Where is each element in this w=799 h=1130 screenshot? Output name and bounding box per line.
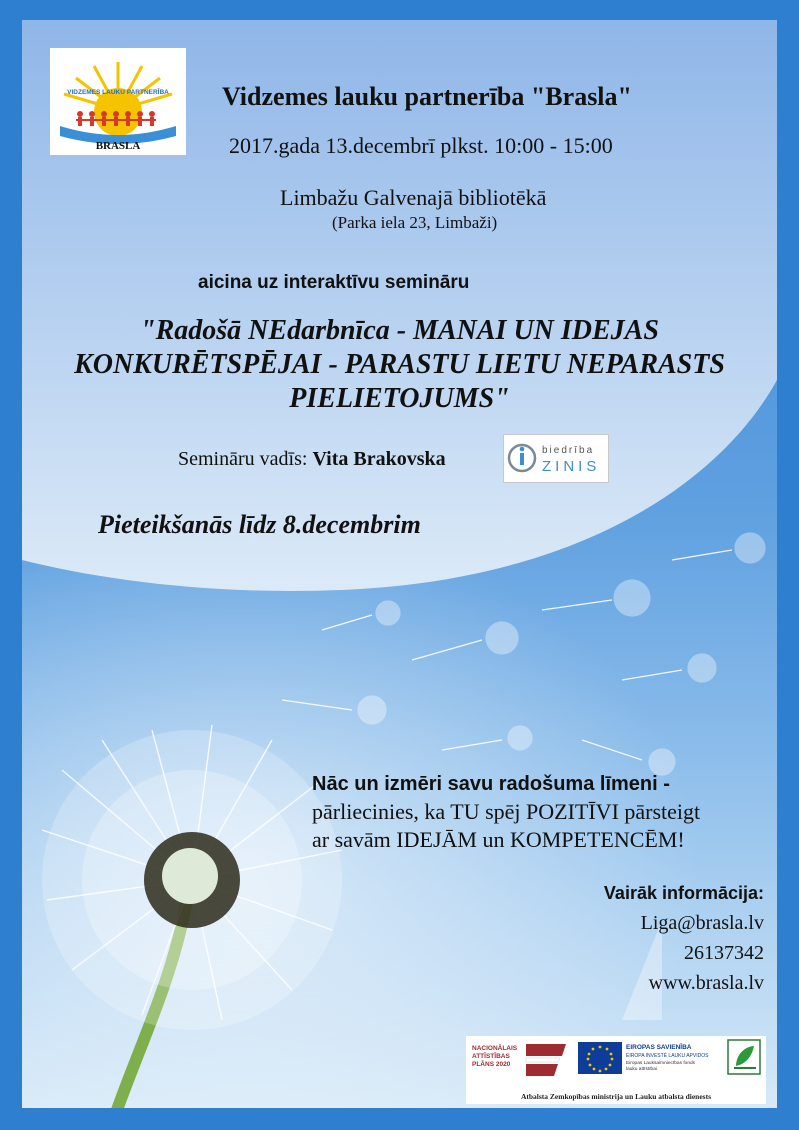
svg-text:EIROPAS SAVIENĪBA: EIROPAS SAVIENĪBA (626, 1044, 692, 1051)
zinis-logo (503, 434, 609, 483)
brasla-logo (50, 48, 186, 155)
contact-phone: 26137342 (684, 942, 764, 964)
svg-text:lauku attīstībai: lauku attīstībai (626, 1067, 657, 1072)
contact-info (604, 878, 764, 998)
svg-text:EIROPA INVESTĒ LAUKU APVIDOS: EIROPA INVESTĒ LAUKU APVIDOS (626, 1053, 709, 1059)
leader-label: Semināru vadīs: (178, 448, 308, 470)
support-text: Atbalsta Zemkopības ministrija un Lauku atbalsta dienests (520, 1092, 712, 1101)
contact-heading: Vairāk informācija: (603, 883, 764, 903)
event-venue: Limbažu Galvenajā bibliotēkā (280, 185, 547, 210)
poster (22, 20, 777, 1108)
seminar-title (22, 314, 777, 416)
svg-text:ATTĪSTĪBAS: ATTĪSTĪBAS (472, 1053, 510, 1060)
eu-flag-icon (578, 1042, 622, 1074)
cta-line-3: ar savām IDEJĀM un KOMPETENCĒM! (312, 827, 685, 852)
event-address: (Parka iela 23, Limbaži) (332, 213, 498, 232)
registration-deadline: Pieteikšanās līdz 8.decembrim (98, 510, 421, 539)
title-line: PIELIETOJUMS" (289, 383, 510, 414)
contact-email[interactable]: Liga@brasla.lv (640, 912, 764, 934)
leader-logo-icon (728, 1040, 760, 1074)
sponsor-footer (466, 1036, 766, 1104)
seminar-leader (178, 448, 446, 471)
contact-website[interactable]: www.brasla.lv (648, 972, 764, 994)
logo-name: BRASLA (95, 140, 141, 152)
zinis-bottom-text: ZINIS (542, 458, 601, 475)
organization-name: Vidzemes lauku partnerība "Brasla" (222, 82, 632, 111)
svg-text:Eiropas Lauksaimniecības fonds: Eiropas Lauksaimniecības fonds (626, 1061, 696, 1066)
logo-arc-text: VIDZEMES LAUKU PARTNERĪBA (67, 89, 169, 96)
nap-logo (472, 1044, 566, 1076)
cta-line-2: pārliecinies, ka TU spēj POZITĪVI pārsteigt (312, 799, 701, 824)
title-line: KONKURĒTSPĒJAI - PARASTU LIETU NEPARASTS (74, 349, 725, 380)
event-date: 2017.gada 13.decembrī plkst. 10:00 - 15:00 (229, 133, 613, 158)
cta-line-1: Nāc un izmēri savu radošuma līmeni - (312, 773, 670, 795)
svg-text:PLĀNS 2020: PLĀNS 2020 (472, 1061, 511, 1068)
call-to-action (312, 770, 700, 854)
title-line: "Radošā NEdarbnīca - MANAI UN IDEJAS (140, 315, 659, 346)
invite-text: aicina uz interaktīvu semināru (198, 272, 470, 293)
zinis-top-text: biedrība (542, 445, 595, 456)
svg-text:NACIONĀLAIS: NACIONĀLAIS (472, 1045, 518, 1052)
leader-name: Vita Brakovska (312, 448, 446, 470)
